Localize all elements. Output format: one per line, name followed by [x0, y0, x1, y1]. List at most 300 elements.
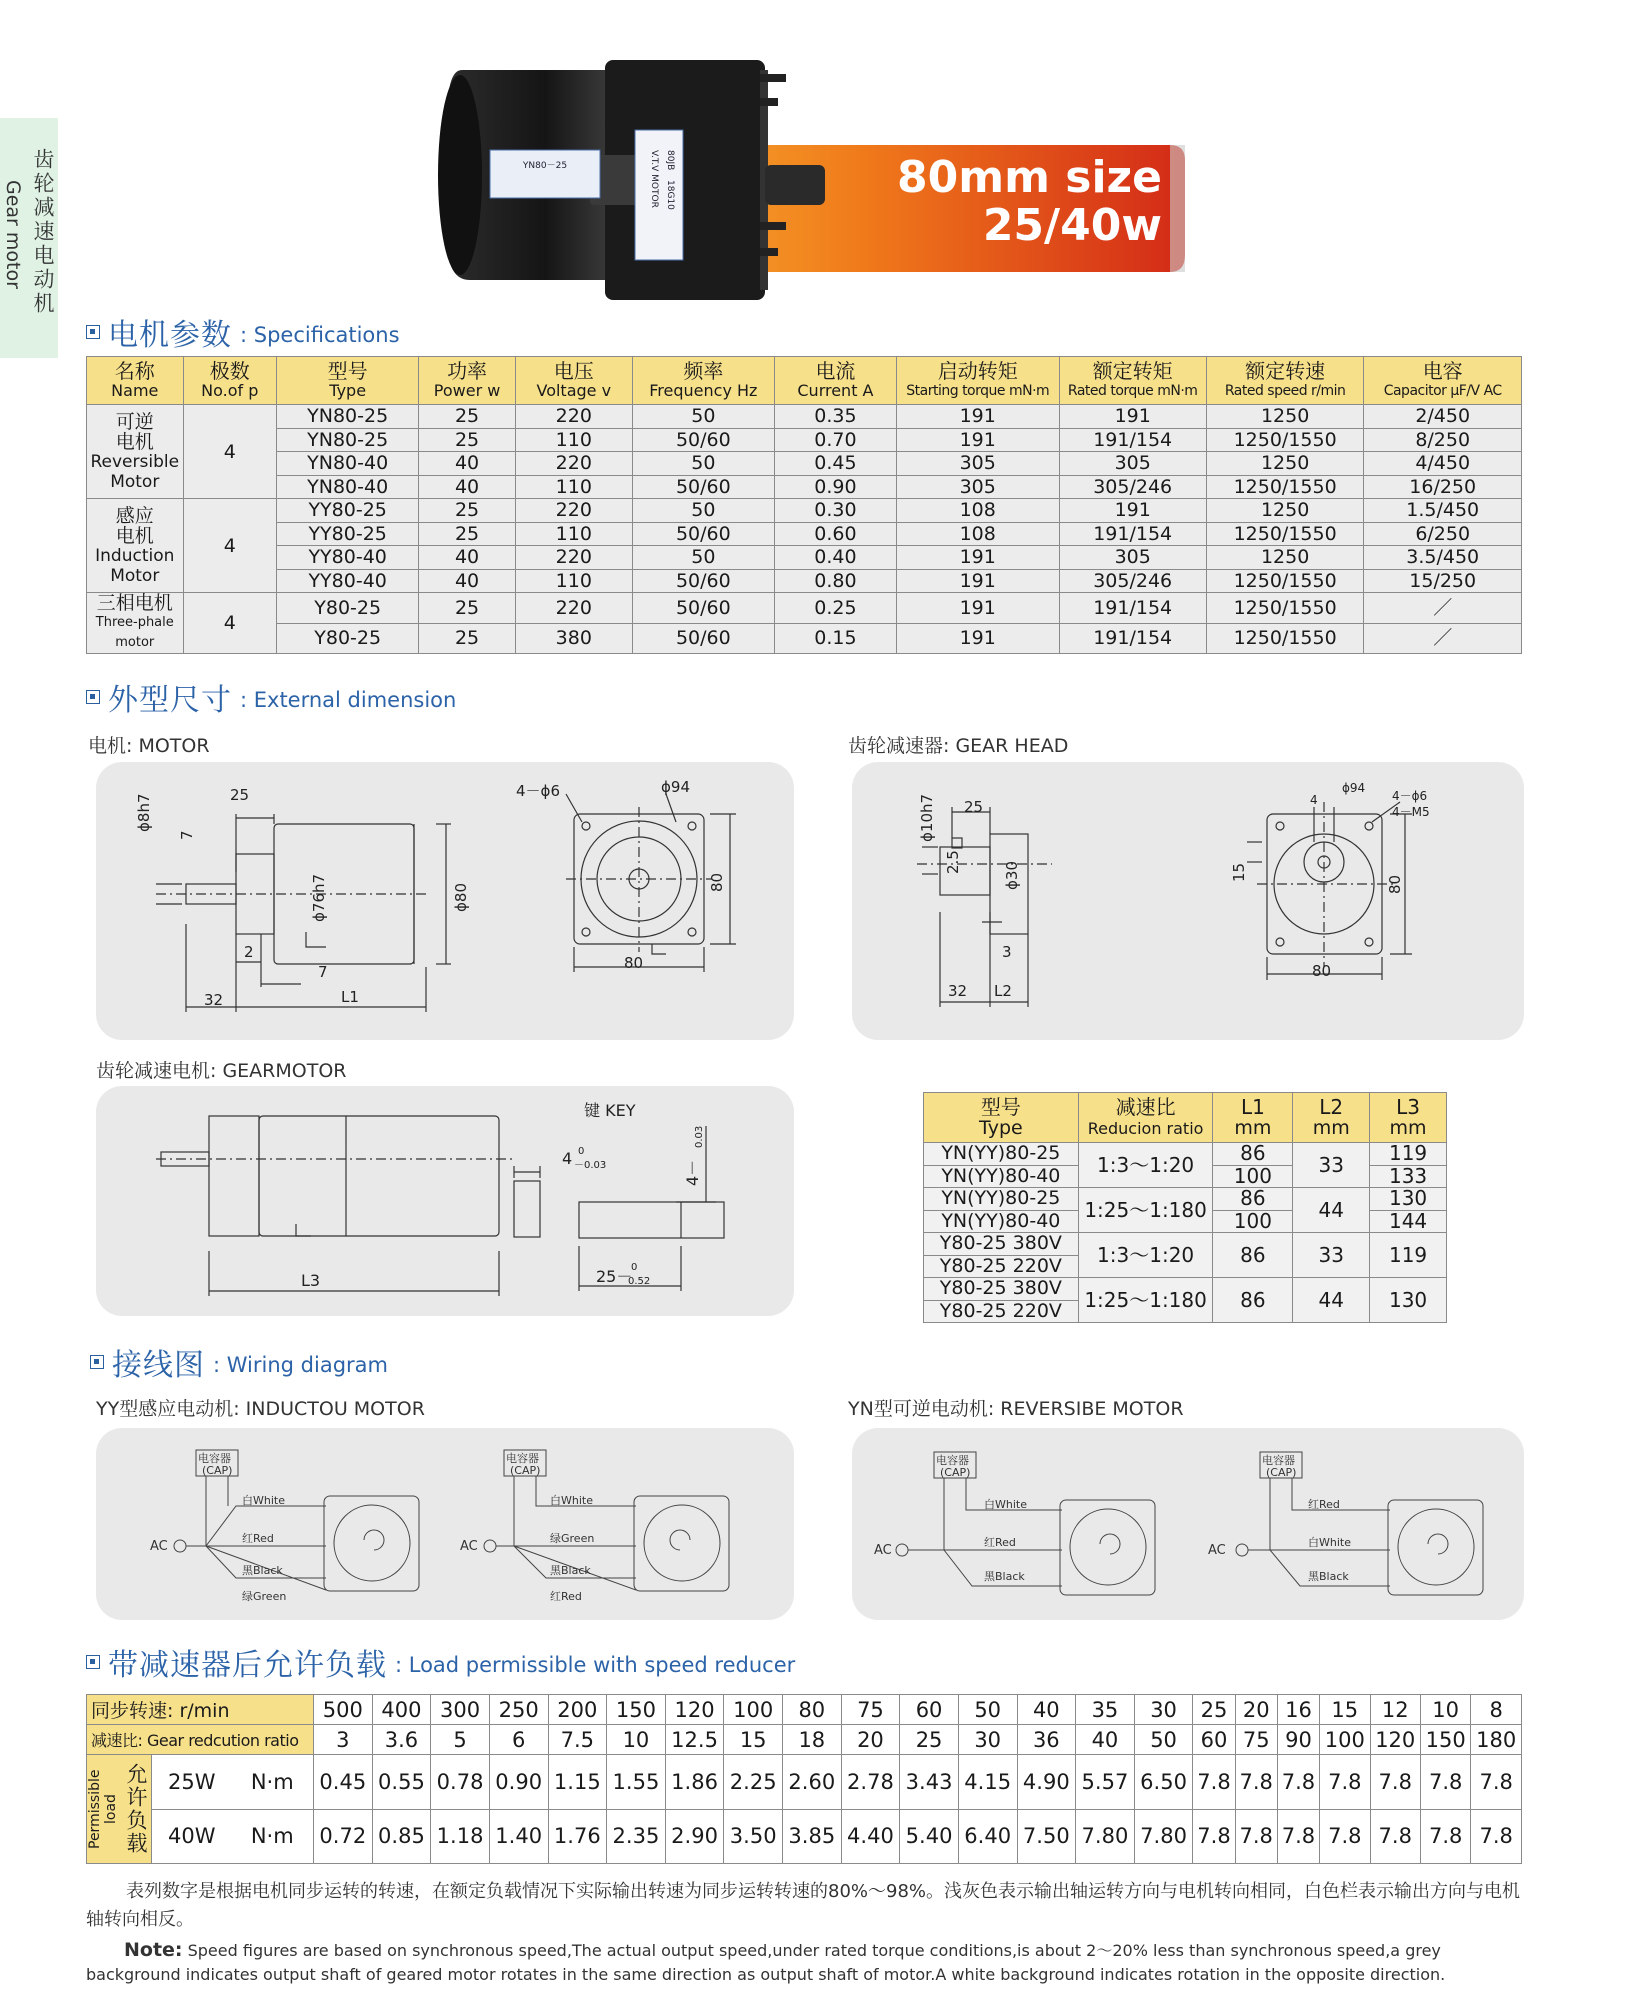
wiring-yn2-black: 黑Black	[1308, 1570, 1349, 1583]
wiring-yy2-cap-en: (CAP)	[510, 1464, 541, 1477]
load-value-cell: 7.80	[1134, 1809, 1193, 1864]
load-speed-cell: 200	[548, 1695, 607, 1725]
ratio-header-bottom: mm	[1234, 1116, 1272, 1139]
ratio-type: Y80-25 380V	[924, 1278, 1079, 1301]
spec-group-name	[87, 593, 184, 654]
load-speed-cell: 15	[1320, 1695, 1370, 1725]
spec-cell: YY80-40	[277, 569, 419, 593]
ratio-header-cell	[1293, 1093, 1370, 1143]
gearmotor-dimension-drawing	[96, 1086, 794, 1316]
dim-gm-4-upper: 0	[578, 1146, 585, 1157]
gearmotor-drawing-label: 齿轮减速电机: GEARMOTOR	[96, 1060, 347, 1082]
load-side-label-wrap	[87, 1755, 151, 1863]
spec-cell: YN80-25	[277, 405, 419, 429]
section-spec-en: : Specifications	[240, 323, 400, 347]
load-value-cell: 6.50	[1134, 1755, 1193, 1810]
spec-cell: 305/246	[1059, 569, 1206, 593]
load-speed-cell: 150	[607, 1695, 666, 1725]
spec-group-poles: 4	[183, 593, 276, 654]
spec-header-cell	[774, 357, 896, 405]
ratio-l3: 119	[1370, 1233, 1447, 1278]
wiring-yn1-cap-cn: 电容器	[936, 1454, 969, 1467]
side-tab	[0, 118, 58, 358]
ratio-header-top: L2	[1319, 1094, 1344, 1119]
wiring-yn-label: YN型可逆电动机: REVERSIBE MOTOR	[848, 1398, 1184, 1420]
spec-cell: 1250	[1206, 405, 1364, 429]
ratio-type: Y80-25 220V	[924, 1255, 1079, 1278]
dim-gm-25-upper: 0	[631, 1262, 638, 1273]
spec-cell: YN80-25	[277, 428, 419, 452]
load-ratio-cell: 30	[958, 1725, 1017, 1755]
spec-table	[86, 356, 1522, 654]
note-cn: 表列数字是根据电机同步运转的转速，在额定负载情况下实际输出转速为同步运转转速的80%～98%。浅灰色表示输出轴运转方向与电机转向相同，白色栏表示输出方向与电机轴转向相反。	[86, 1881, 1521, 1930]
load-speed-cell: 16	[1277, 1695, 1319, 1725]
spec-cell: 40	[419, 546, 516, 570]
hero-nameplate-model: YN80－25	[522, 161, 568, 171]
load-speed-cell: 35	[1076, 1695, 1135, 1725]
note-en-text: Speed figures are based on synchronous speed,The actual output speed,under rated torque conditions,is about 2～20% less than synchronous speed,a grey background indicates output shaft of geared motor rotates in the same direction as output shaft of motor.A white background indicates rotation in the opposite direction.	[86, 1941, 1446, 1984]
ratio-header-top: 减速比	[1115, 1094, 1176, 1119]
dim-gear-15: 15	[1230, 862, 1248, 882]
load-value-cell: 7.8	[1420, 1755, 1470, 1810]
spec-cell: 305	[896, 475, 1059, 499]
load-speed-cell: 50	[958, 1695, 1017, 1725]
spec-cell: 305	[896, 452, 1059, 476]
load-speed-cell: 8	[1471, 1695, 1522, 1725]
load-speed-label: 同步转速: r/min	[87, 1695, 314, 1725]
ratio-header-bottom: Reducion ratio	[1087, 1118, 1204, 1138]
load-ratio-cell: 18	[783, 1725, 842, 1755]
spec-group-name-line: 电机	[115, 524, 154, 547]
load-speed-cell: 25	[1193, 1695, 1235, 1725]
spec-cell: 25	[419, 623, 516, 654]
section-spec-heading	[86, 310, 400, 354]
spec-header-en: Voltage v	[536, 380, 612, 400]
wiring-yn1-red: 红Red	[984, 1536, 1016, 1549]
spec-header-cn: 名称	[114, 358, 155, 383]
spec-cell: 3.5/450	[1364, 546, 1522, 570]
load-speed-cell: 20	[1235, 1695, 1277, 1725]
ratio-type: Y80-25 220V	[924, 1300, 1079, 1323]
spec-header-cell	[183, 357, 276, 405]
spec-cell: 50/60	[632, 428, 774, 452]
spec-cell: 191	[896, 405, 1059, 429]
ratio-type: YN(YY)80-40	[924, 1210, 1079, 1233]
spec-header-cell	[896, 357, 1059, 405]
table-row	[87, 452, 1522, 476]
ratio-type: Y80-25 380V	[924, 1233, 1079, 1256]
load-table-body	[87, 1695, 1522, 1864]
load-speed-cell: 12	[1370, 1695, 1420, 1725]
spec-cell: 1250	[1206, 452, 1364, 476]
load-speed-cell: 80	[783, 1695, 842, 1725]
load-value-cell: 7.80	[1076, 1809, 1135, 1864]
load-power: 40W	[152, 1809, 232, 1864]
spec-cell: 191	[896, 569, 1059, 593]
ratio-l2: 44	[1293, 1278, 1370, 1323]
spec-header-en: Rated speed r/min	[1224, 382, 1346, 399]
spec-header-cn: 电流	[815, 358, 856, 383]
load-value-cell: 4.15	[958, 1755, 1017, 1810]
spec-cell: 305/246	[1059, 475, 1206, 499]
load-speed-cell: 400	[372, 1695, 431, 1725]
spec-cell: 110	[515, 522, 632, 546]
dim-gear-80: 80	[1312, 962, 1332, 980]
bullet-icon	[86, 690, 100, 704]
load-speed-cell: 75	[841, 1695, 900, 1725]
dim-gear-4: 4	[1310, 793, 1318, 807]
load-value-cell: 7.8	[1193, 1809, 1235, 1864]
bullet-icon	[90, 1355, 104, 1369]
spec-header-en: Name	[111, 380, 159, 400]
wiring-yy2-green: 绿Green	[550, 1532, 595, 1545]
gearhead-dimension-drawing	[852, 762, 1524, 1040]
spec-group-name-line: Reversible	[90, 451, 180, 472]
bullet-icon	[86, 1655, 100, 1669]
dim-motor-80a: 80	[624, 954, 644, 972]
load-value-cell: 1.40	[489, 1809, 548, 1864]
spec-cell: 191	[1059, 499, 1206, 523]
spec-cell: 1250	[1206, 546, 1364, 570]
table-row	[87, 546, 1522, 570]
load-value-cell: 5.40	[900, 1809, 959, 1864]
ratio-value: 1:3～1:20	[1078, 1233, 1213, 1278]
ratio-l3: 119	[1370, 1143, 1447, 1166]
spec-header-en: Rated torque mN·m	[1067, 382, 1198, 399]
spec-cell: 0.35	[774, 405, 896, 429]
load-value-cell: 3.85	[783, 1809, 842, 1864]
load-ratio-cell: 5	[431, 1725, 490, 1755]
dim-motor-8h7: ϕ8h7	[135, 793, 153, 832]
spec-cell: 8/250	[1364, 428, 1522, 452]
load-ratio-cell: 180	[1471, 1725, 1522, 1755]
spec-cell: 50/60	[632, 569, 774, 593]
wiring-yy1-black: 黑Black	[242, 1564, 283, 1577]
spec-cell: 1250/1550	[1206, 522, 1364, 546]
motor-hero-image	[430, 40, 1210, 310]
load-side-label	[87, 1755, 152, 1864]
load-value-cell: 6.40	[958, 1809, 1017, 1864]
dim-gear-L2: L2	[994, 982, 1012, 1000]
motor-dimension-drawing	[96, 762, 794, 1040]
dim-gm-25-lower: 0.52	[628, 1276, 651, 1287]
spec-cell: 25	[419, 428, 516, 452]
spec-cell: 220	[515, 593, 632, 624]
spec-header-en: No.of p	[201, 380, 259, 400]
load-unit: N·m	[232, 1809, 314, 1864]
spec-cell: 0.30	[774, 499, 896, 523]
table-row	[924, 1188, 1447, 1211]
spec-cell: ／	[1364, 593, 1522, 624]
spec-header-cn: 极数	[209, 358, 250, 383]
section-load-cn: 带减速器后允许负载	[108, 1648, 387, 1683]
load-value-cell: 0.55	[372, 1755, 431, 1810]
load-speed-cell: 300	[431, 1695, 490, 1725]
spec-cell: YN80-40	[277, 475, 419, 499]
spec-cell: 1250	[1206, 499, 1364, 523]
section-wiring-en: : Wiring diagram	[213, 1353, 388, 1377]
wiring-yy2-black: 黑Black	[550, 1564, 591, 1577]
load-value-cell: 0.90	[489, 1755, 548, 1810]
spec-header-cn: 电压	[553, 358, 594, 383]
spec-header-cell	[87, 357, 184, 405]
spec-cell: Y80-25	[277, 593, 419, 624]
spec-header-en: Starting torque mN·m	[906, 382, 1050, 399]
spec-cell: ／	[1364, 623, 1522, 654]
load-unit: N·m	[232, 1755, 314, 1810]
wiring-yy1-green: 绿Green	[242, 1590, 287, 1603]
spec-cell: 25	[419, 522, 516, 546]
ratio-l3: 133	[1370, 1165, 1447, 1188]
spec-header-cell	[419, 357, 516, 405]
load-ratio-cell: 40	[1076, 1725, 1135, 1755]
spec-cell: 0.40	[774, 546, 896, 570]
wiring-yy2-red: 红Red	[550, 1590, 582, 1603]
ratio-header-top: 型号	[980, 1094, 1021, 1119]
spec-group-name-line: 可逆	[115, 410, 154, 433]
spec-cell: 50	[632, 452, 774, 476]
table-row	[87, 499, 1522, 523]
load-value-cell: 5.57	[1076, 1755, 1135, 1810]
spec-header-cn: 额定转速	[1245, 358, 1326, 383]
ratio-l1: 86	[1213, 1278, 1293, 1323]
section-dim-heading	[86, 675, 456, 719]
table-row	[87, 593, 1522, 624]
load-ratio-cell: 100	[1320, 1725, 1370, 1755]
load-speed-cell: 120	[665, 1695, 724, 1725]
dim-gm-key: 键 KEY	[584, 1101, 636, 1120]
spec-group-poles: 4	[183, 499, 276, 593]
ratio-l3: 130	[1370, 1188, 1447, 1211]
spec-header-cn: 功率	[447, 358, 488, 383]
load-value-cell: 1.18	[431, 1809, 490, 1864]
dim-gear-94: ϕ94	[1342, 781, 1366, 795]
spec-header-en: Capacitor μF/V AC	[1383, 382, 1502, 399]
spec-cell: 40	[419, 475, 516, 499]
spec-cell: 6/250	[1364, 522, 1522, 546]
wiring-yy-diagram	[96, 1428, 794, 1620]
wiring-yn1-cap-en: (CAP)	[940, 1466, 971, 1479]
table-row	[87, 522, 1522, 546]
load-ratio-cell: 3	[314, 1725, 373, 1755]
wiring-yn2-cap-en: (CAP)	[1266, 1466, 1297, 1479]
dim-gear-32: 32	[948, 982, 968, 1000]
spec-group-name-line: 电机	[115, 430, 154, 453]
spec-group-name-line: Three-phale motor	[95, 615, 174, 650]
ratio-header-top: L1	[1240, 1094, 1265, 1119]
spec-cell: 110	[515, 569, 632, 593]
spec-cell: 191	[1059, 405, 1206, 429]
ratio-l1: 100	[1213, 1165, 1293, 1188]
spec-cell: 1250/1550	[1206, 475, 1364, 499]
ratio-table	[923, 1092, 1447, 1323]
table-row	[87, 569, 1522, 593]
spec-cell: 1.5/450	[1364, 499, 1522, 523]
dim-gm-4: 4	[562, 1149, 573, 1168]
hero-gear-label-2: 18G10	[665, 180, 675, 210]
table-row	[87, 428, 1522, 452]
load-speed-cell: 500	[314, 1695, 373, 1725]
spec-header-cell	[515, 357, 632, 405]
load-ratio-cell: 90	[1277, 1725, 1319, 1755]
ratio-header-bottom: mm	[1389, 1116, 1427, 1139]
wiring-yn2-red: 红Red	[1308, 1498, 1340, 1511]
hero-gear-brand: V.T.V MOTOR	[649, 150, 659, 208]
dim-motor-80b: 80	[708, 872, 726, 892]
spec-cell: 50	[632, 405, 774, 429]
load-value-cell: 2.90	[665, 1809, 724, 1864]
spec-cell: 16/250	[1364, 475, 1522, 499]
load-ratio-cell: 25	[900, 1725, 959, 1755]
load-value-cell: 0.85	[372, 1809, 431, 1864]
load-speed-cell: 30	[1134, 1695, 1193, 1725]
spec-header-cn: 型号	[327, 358, 368, 383]
spec-cell: 110	[515, 475, 632, 499]
ratio-l1: 86	[1213, 1143, 1293, 1166]
side-tab-cn: 齿轮减速电动机	[31, 148, 55, 316]
dim-gm-4v-tol: 0.03	[694, 1125, 705, 1148]
dim-motor-4phi6: 4－ϕ6	[516, 782, 560, 800]
ratio-value: 1:25～1:180	[1078, 1188, 1213, 1233]
section-dim-en: : External dimension	[240, 688, 457, 712]
ratio-type: YN(YY)80-25	[924, 1188, 1079, 1211]
ratio-header-bottom: mm	[1312, 1116, 1350, 1139]
spec-group-name	[87, 405, 184, 499]
load-ratio-cell: 75	[1235, 1725, 1277, 1755]
dim-gear-10h7: ϕ10h7	[918, 793, 936, 842]
load-ratio-cell: 20	[841, 1725, 900, 1755]
spec-cell: 191/154	[1059, 522, 1206, 546]
spec-cell: 25	[419, 593, 516, 624]
load-value-cell: 7.50	[1017, 1809, 1076, 1864]
dim-gear-80b: 80	[1386, 874, 1404, 894]
table-row	[87, 475, 1522, 499]
spec-cell: 191	[896, 623, 1059, 654]
wiring-yn1-black: 黑Black	[984, 1570, 1025, 1583]
dim-motor-7b: 7	[318, 963, 328, 981]
ratio-header-cell	[1370, 1093, 1447, 1143]
spec-header-cell	[1206, 357, 1364, 405]
wiring-yn2-ac: AC	[1208, 1543, 1226, 1558]
spec-cell: 1250/1550	[1206, 428, 1364, 452]
load-value-cell: 2.60	[783, 1755, 842, 1810]
load-value-cell: 7.8	[1193, 1755, 1235, 1810]
load-value-cell: 7.8	[1370, 1755, 1420, 1810]
load-ratio-cell: 15	[724, 1725, 783, 1755]
load-value-cell: 2.78	[841, 1755, 900, 1810]
load-value-cell: 0.45	[314, 1755, 373, 1810]
load-power: 25W	[152, 1755, 232, 1810]
load-value-cell: 3.50	[724, 1809, 783, 1864]
spec-cell: YN80-40	[277, 452, 419, 476]
spec-cell: 2/450	[1364, 405, 1522, 429]
dim-gear-4M5: 4－M5	[1392, 805, 1430, 819]
dim-gm-4-lower: －0.03	[574, 1160, 607, 1171]
section-load-en: : Load permissible with speed reducer	[395, 1653, 796, 1677]
dim-gear-2_5: 2.5	[944, 850, 962, 874]
spec-header-cn: 频率	[683, 358, 724, 383]
spec-cell: Y80-25	[277, 623, 419, 654]
ratio-l1: 86	[1213, 1188, 1293, 1211]
spec-cell: 0.60	[774, 522, 896, 546]
hero-power-text: 25/40w	[982, 200, 1162, 251]
load-value-cell: 7.8	[1235, 1809, 1277, 1864]
spec-header-en: Frequency Hz	[649, 380, 758, 400]
load-value-cell: 7.8	[1471, 1809, 1522, 1864]
load-ratio-cell: 150	[1420, 1725, 1470, 1755]
spec-header-cell	[1059, 357, 1206, 405]
ratio-l2: 44	[1293, 1188, 1370, 1233]
spec-cell: 1250/1550	[1206, 569, 1364, 593]
spec-cell: 1250/1550	[1206, 623, 1364, 654]
load-ratio-cell: 50	[1134, 1725, 1193, 1755]
spec-cell: 220	[515, 499, 632, 523]
spec-cell: 0.70	[774, 428, 896, 452]
load-side-cn: 允许负载	[124, 1763, 148, 1855]
ratio-l1: 86	[1213, 1233, 1293, 1278]
spec-group-name-line: 三相电机	[96, 592, 173, 614]
spec-cell: 40	[419, 569, 516, 593]
wiring-yn2-cap-cn: 电容器	[1262, 1454, 1295, 1467]
wiring-yy1-ac: AC	[150, 1539, 168, 1554]
ratio-l2: 33	[1293, 1143, 1370, 1188]
wiring-yy2-ac: AC	[460, 1539, 478, 1554]
spec-cell: 0.90	[774, 475, 896, 499]
spec-header-cell	[1364, 357, 1522, 405]
spec-header-cell	[277, 357, 419, 405]
spec-cell: YY80-25	[277, 522, 419, 546]
load-ratio-cell: 10	[607, 1725, 666, 1755]
ratio-table-header	[924, 1093, 1447, 1143]
spec-cell: 50/60	[632, 623, 774, 654]
spec-group-name	[87, 499, 184, 593]
ratio-header-cell	[1213, 1093, 1293, 1143]
load-value-cell: 7.8	[1235, 1755, 1277, 1810]
spec-cell: 0.45	[774, 452, 896, 476]
load-value-cell: 7.8	[1320, 1755, 1370, 1810]
dim-gm-L3: L3	[301, 1271, 321, 1290]
wiring-yn1-ac: AC	[874, 1543, 892, 1558]
spec-cell: 25	[419, 499, 516, 523]
load-value-cell: 1.86	[665, 1755, 724, 1810]
load-value-cell: 7.8	[1277, 1755, 1319, 1810]
spec-cell: 220	[515, 452, 632, 476]
spec-header-en: Power w	[433, 380, 501, 400]
wiring-yy1-cap-en: (CAP)	[202, 1464, 233, 1477]
ratio-l3: 130	[1370, 1278, 1447, 1323]
section-wiring-heading	[90, 1340, 388, 1384]
spec-cell: YY80-25	[277, 499, 419, 523]
dim-gear-4phi6: 4－ϕ6	[1392, 789, 1428, 803]
ratio-table-body	[924, 1143, 1447, 1323]
load-speed-cell: 60	[900, 1695, 959, 1725]
dim-gear-25: 25	[964, 798, 984, 816]
ratio-header-bottom: Type	[979, 1116, 1023, 1139]
load-speed-row	[87, 1695, 1522, 1725]
wiring-yn-diagram	[852, 1428, 1524, 1620]
spec-header-en: Type	[329, 380, 367, 400]
spec-cell: 305	[1059, 452, 1206, 476]
section-spec-cn: 电机参数	[108, 318, 232, 353]
load-side-en: Permissible load	[87, 1769, 119, 1849]
dim-gm-25: 25－	[596, 1267, 633, 1286]
load-value-cell: 2.25	[724, 1755, 783, 1810]
spec-cell: 0.25	[774, 593, 896, 624]
table-row	[924, 1143, 1447, 1166]
spec-cell: 305	[1059, 546, 1206, 570]
spec-cell: 220	[515, 546, 632, 570]
load-value-cell: 7.8	[1320, 1809, 1370, 1864]
